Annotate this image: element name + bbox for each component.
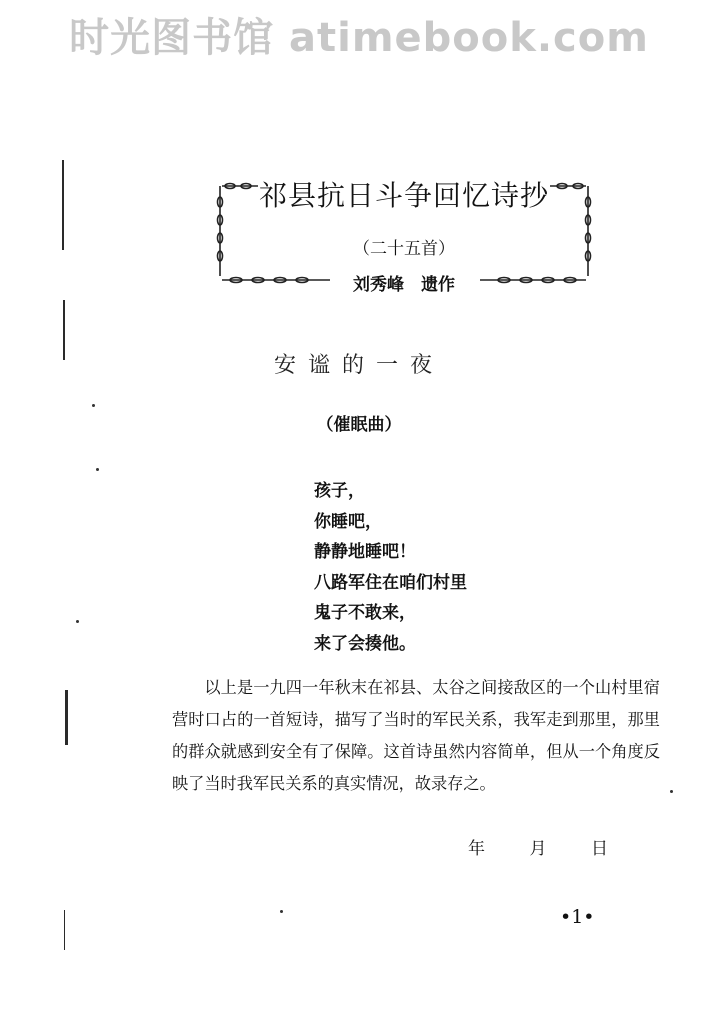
poem-count: （二十五首）: [353, 239, 455, 259]
poem-body: [314, 476, 467, 659]
page-number: •1•: [560, 906, 595, 928]
poem-line: 静静地睡吧！: [314, 542, 416, 562]
binding-edge-mark: [65, 690, 68, 745]
scan-speck: [76, 620, 79, 623]
poem-line: 孩子，: [314, 481, 365, 501]
poem-line: 你睡吧，: [314, 511, 382, 532]
date-day: 日: [591, 839, 608, 859]
date-line: [468, 834, 608, 859]
scan-speck: [280, 910, 283, 913]
poem-title: 安谧的一夜: [273, 353, 444, 378]
note-paragraph: 以上是一九四一年秋末在祁县、太谷之间接敌区的一个山村里宿营时口占的一首短诗，描写了当时的军民关系，我军走到那里，那里的群众就感到安全有了保障。这首诗虽然内容简单，但从一个角度反映了当时我军民关系的真实情况，故录存之。: [172, 678, 660, 793]
scan-speck: [96, 468, 99, 471]
poem-line: 鬼子不敢来，: [314, 603, 416, 623]
date-year: 年: [468, 839, 485, 859]
poem-subtitle: （催眠曲）: [316, 415, 402, 435]
poem-line: 八路军住在咱们村里: [314, 572, 467, 593]
scan-speck: [670, 790, 673, 793]
poem-line: 来了会揍他。: [314, 633, 416, 654]
binding-edge-mark: [62, 160, 64, 250]
watermark: 时光图书馆 atimebook.com: [69, 15, 649, 61]
scan-speck: [92, 404, 95, 407]
date-month: 月: [529, 839, 547, 859]
binding-edge-mark: [64, 910, 65, 950]
title-frame: [212, 172, 596, 295]
author-line: 刘秀峰 遗作: [353, 275, 455, 295]
book-title: 祁县抗日斗争回忆诗抄: [258, 179, 549, 212]
